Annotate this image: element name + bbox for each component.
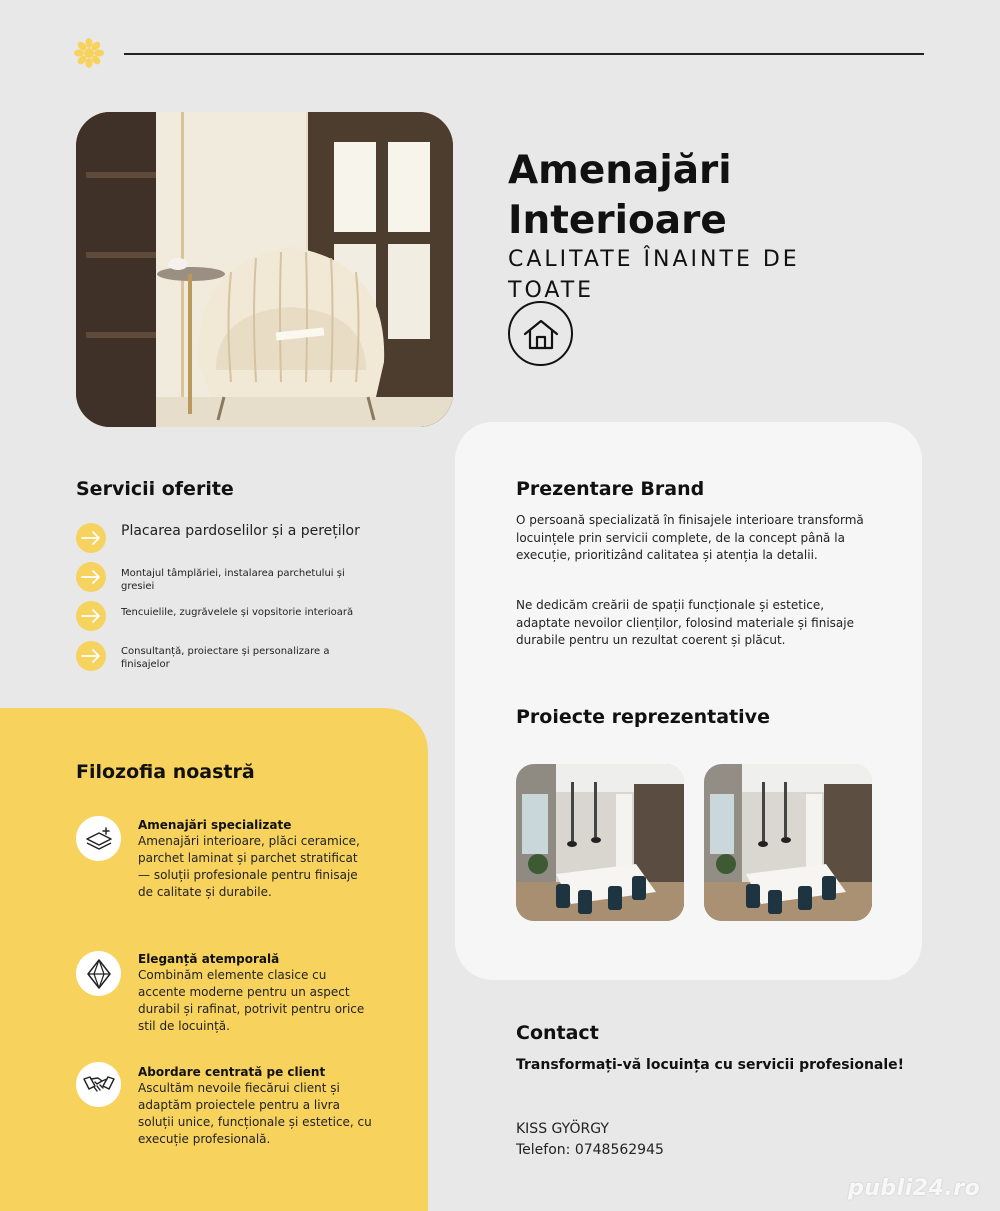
contact-phone[interactable]: Telefon: 0748562945 — [516, 1142, 664, 1158]
service-item — [76, 523, 376, 563]
arrow-right-icon — [76, 641, 106, 671]
watermark: publi24.ro — [848, 1176, 981, 1201]
arrow-right-icon — [76, 523, 106, 553]
service-item — [76, 562, 376, 592]
philosophy-heading: Filozofia noastră — [76, 761, 255, 783]
contact-heading: Contact — [516, 1022, 599, 1044]
philosophy-item — [138, 1064, 373, 1148]
home-badge — [508, 301, 573, 366]
philosophy-item-desc: Combinăm elemente clasice cu accente moderne pentru un aspect durabil și rafinat, potrivit pentru orice stil de locuință. — [138, 968, 365, 1033]
projects-heading: Proiecte reprezentative — [516, 706, 770, 728]
tagline: CALITATE ÎNAINTE DE TOATE — [508, 247, 800, 303]
philosophy-item-desc: Ascultăm nevoile fiecărui client și adaptăm proiectele pentru a livra soluții unice, funcționale și estetice, cu execuție profesională. — [138, 1081, 372, 1146]
brand-paragraph: Ne dedicăm creării de spații funcționale și estetice, adaptate nevoilor clienților, folosind materiale și finisaje durabile pentru un rezultat coerent și plăcut. — [516, 598, 854, 647]
service-label: Tencuielile, zugrăvelele și vopsitorie interioară — [121, 607, 354, 618]
home-icon — [522, 317, 560, 351]
arrow-right-icon — [76, 601, 106, 631]
service-item — [76, 641, 376, 671]
brand-paragraph: O persoană specializată în finisajele interioare transformă locuințele prin servicii complete, de la concept până la execuție, prioritizând calitatea și atenția la detalii. — [516, 513, 864, 562]
service-label: Placarea pardoselilor și a pereților — [121, 523, 360, 539]
philosophy-item-desc: Amenajări interioare, plăci ceramice, parchet laminat și parchet stratificat — soluții profesionale pentru finisaje de calitate și durabile. — [138, 834, 360, 899]
brand-heading: Prezentare Brand — [516, 478, 705, 500]
philosophy-item-title: Eleganță atemporală — [138, 952, 280, 966]
philosophy-item-title: Amenajări specializate — [138, 818, 292, 832]
services-heading: Servicii oferite — [76, 478, 234, 500]
service-label: Consultanță, proiectare și personalizare a finisajelor — [121, 646, 330, 670]
project-photo[interactable] — [516, 764, 684, 921]
page-title: Amenajări Interioare — [508, 148, 732, 243]
philosophy-item-title: Abordare centrată pe client — [138, 1065, 326, 1079]
handshake-icon — [76, 1062, 121, 1107]
hero-armchair-photo — [76, 112, 453, 427]
service-label: Montajul tâmplăriei, instalarea parchetului și gresiei — [121, 568, 345, 592]
service-item — [76, 601, 376, 631]
layers-plus-icon — [76, 816, 121, 861]
philosophy-item — [138, 817, 373, 901]
project-photo[interactable] — [704, 764, 872, 921]
contact-name: KISS GYÖRGY — [516, 1121, 609, 1137]
diamond-icon — [76, 951, 121, 996]
sun-flower-icon — [74, 38, 104, 68]
philosophy-item — [138, 951, 373, 1035]
arrow-right-icon — [76, 562, 106, 592]
top-divider — [124, 53, 924, 55]
contact-subheading: Transformați-vă locuința cu servicii profesionale! — [516, 1057, 905, 1073]
